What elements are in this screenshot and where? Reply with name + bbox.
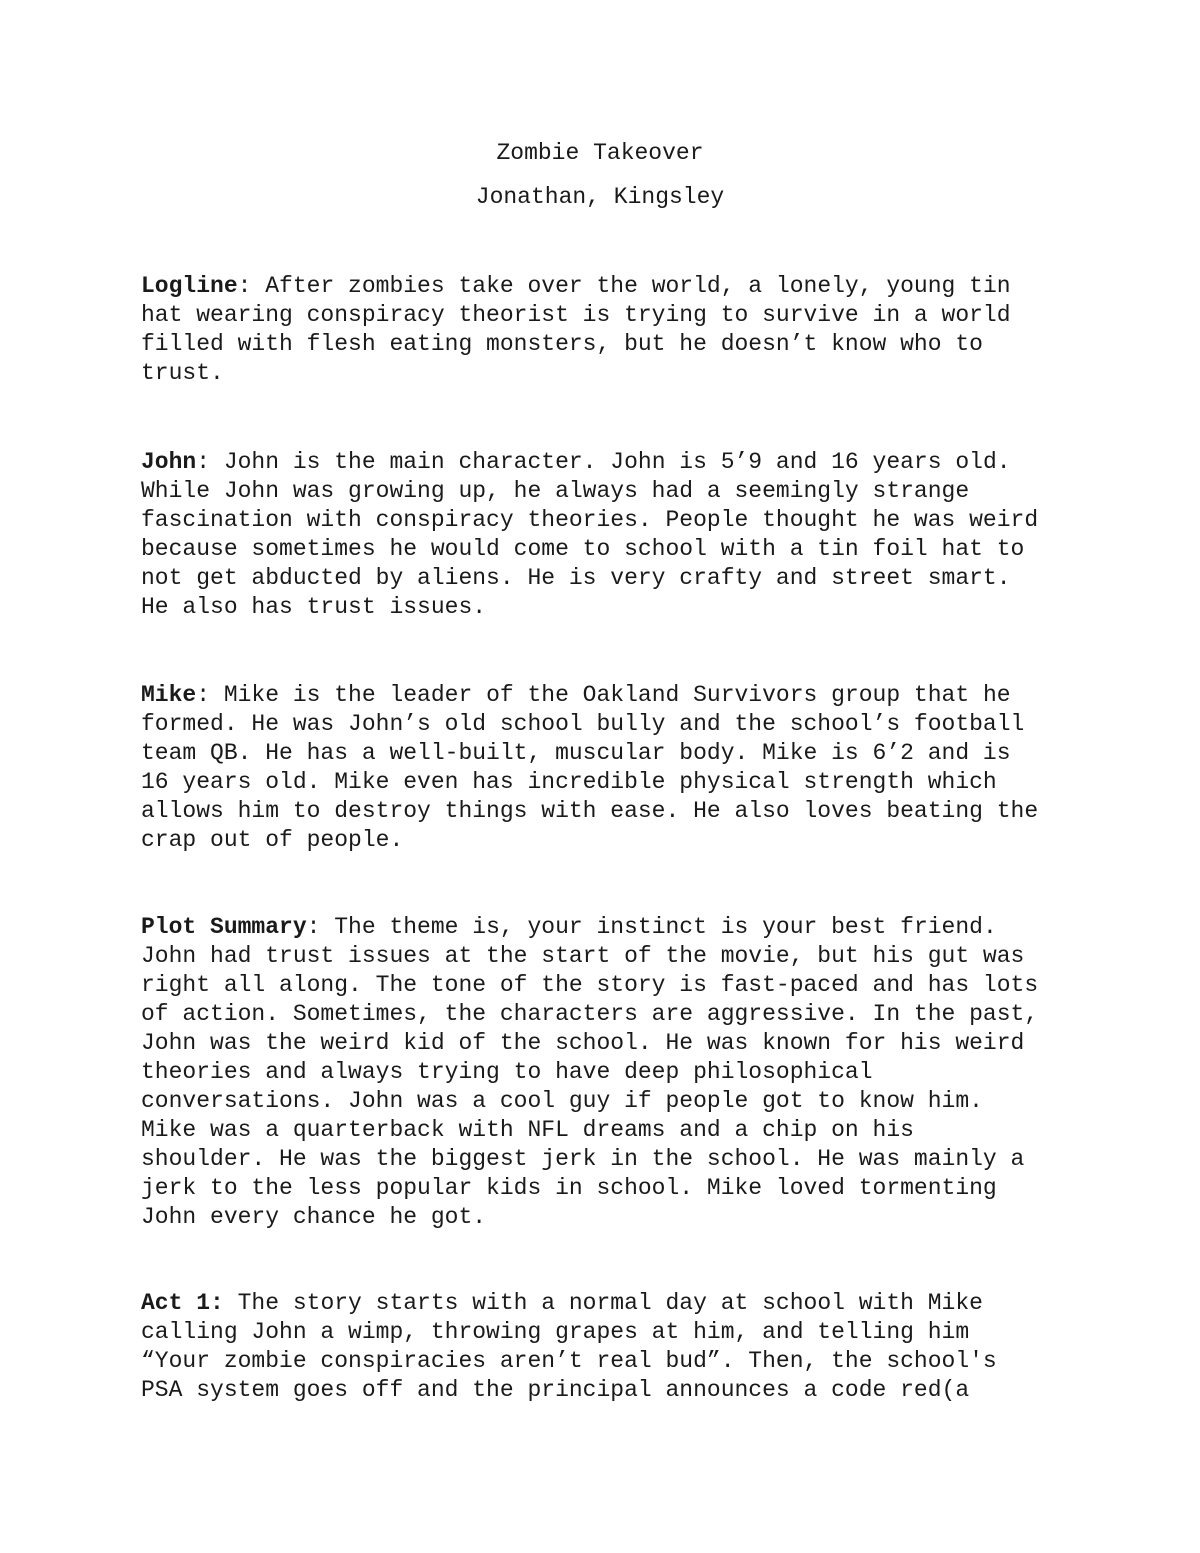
act-1-section (141, 1289, 1081, 1405)
act1-line-3: “Your zombie conspiracies aren’t real bud”. Then, the school's (141, 1348, 997, 1374)
john-section (141, 448, 1081, 622)
mike-line-2: formed. He was John’s old school bully and the school’s football (141, 711, 1025, 737)
mike-line-3: team QB. He has a well-built, muscular body. Mike is 6’2 and is (141, 740, 1011, 766)
plot-summary-label: Plot Summary (141, 914, 307, 940)
john-label: John (141, 449, 197, 475)
mike-line-5: allows him to destroy things with ease. He also loves beating the (141, 798, 1039, 824)
document-title: Zombie Takeover (496, 140, 704, 166)
plot-line-9: shoulder. He was the biggest jerk in the school. He was mainly a (141, 1146, 1025, 1172)
plot-line-11: John every chance he got. (141, 1204, 487, 1230)
plot-line-1: Plot Summary: The theme is, your instinct is your best friend. (141, 914, 997, 940)
plot-line-4: of action. Sometimes, the characters are aggressive. In the past, (141, 1001, 1039, 1027)
plot-line-2: John had trust issues at the start of the movie, but his gut was (141, 943, 1025, 969)
plot-line-6: theories and always trying to have deep philosophical (141, 1059, 873, 1085)
john-line-5: not get abducted by aliens. He is very crafty and street smart. (141, 565, 1011, 591)
john-line-1: John: John is the main character. John is 5’9 and 16 years old. (141, 449, 1011, 475)
logline-line-1: Logline: After zombies take over the world, a lonely, young tin (141, 273, 1011, 299)
mike-line-6: crap out of people. (141, 827, 404, 853)
mike-line-4: 16 years old. Mike even has incredible physical strength which (141, 769, 997, 795)
logline-label: Logline (141, 273, 238, 299)
john-line-3: fascination with conspiracy theories. People thought he was weird (141, 507, 1039, 533)
logline-line-4: trust. (141, 360, 224, 386)
logline-line-2: hat wearing conspiracy theorist is trying to survive in a world (141, 302, 1011, 328)
act1-line-4: PSA system goes off and the principal announces a code red(a (141, 1377, 970, 1403)
plot-line-3: right all along. The tone of the story is fast-paced and has lots (141, 972, 1039, 998)
plot-line-10: jerk to the less popular kids in school. Mike loved tormenting (141, 1175, 997, 1201)
act1-line-2: calling John a wimp, throwing grapes at him, and telling him (141, 1319, 970, 1345)
john-line-4: because sometimes he would come to school with a tin foil hat to (141, 536, 1025, 562)
act-1-label: Act 1: (141, 1290, 224, 1316)
mike-label: Mike (141, 682, 197, 708)
plot-line-5: John was the weird kid of the school. He was known for his weird (141, 1030, 1025, 1056)
logline-line-3: filled with flesh eating monsters, but he doesn’t know who to (141, 331, 983, 357)
john-line-2: While John was growing up, he always had a seemingly strange (141, 478, 970, 504)
plot-summary-section (141, 913, 1081, 1232)
mike-line-1: Mike: Mike is the leader of the Oakland Survivors group that he (141, 682, 1011, 708)
plot-line-7: conversations. John was a cool guy if people got to know him. (141, 1088, 983, 1114)
logline-section (141, 272, 1081, 388)
plot-line-8: Mike was a quarterback with NFL dreams and a chip on his (141, 1117, 914, 1143)
john-line-6: He also has trust issues. (141, 594, 487, 620)
act1-line-1: Act 1: The story starts with a normal day at school with Mike (141, 1290, 983, 1316)
document-authors: Jonathan, Kingsley (475, 184, 725, 210)
mike-section (141, 681, 1081, 855)
